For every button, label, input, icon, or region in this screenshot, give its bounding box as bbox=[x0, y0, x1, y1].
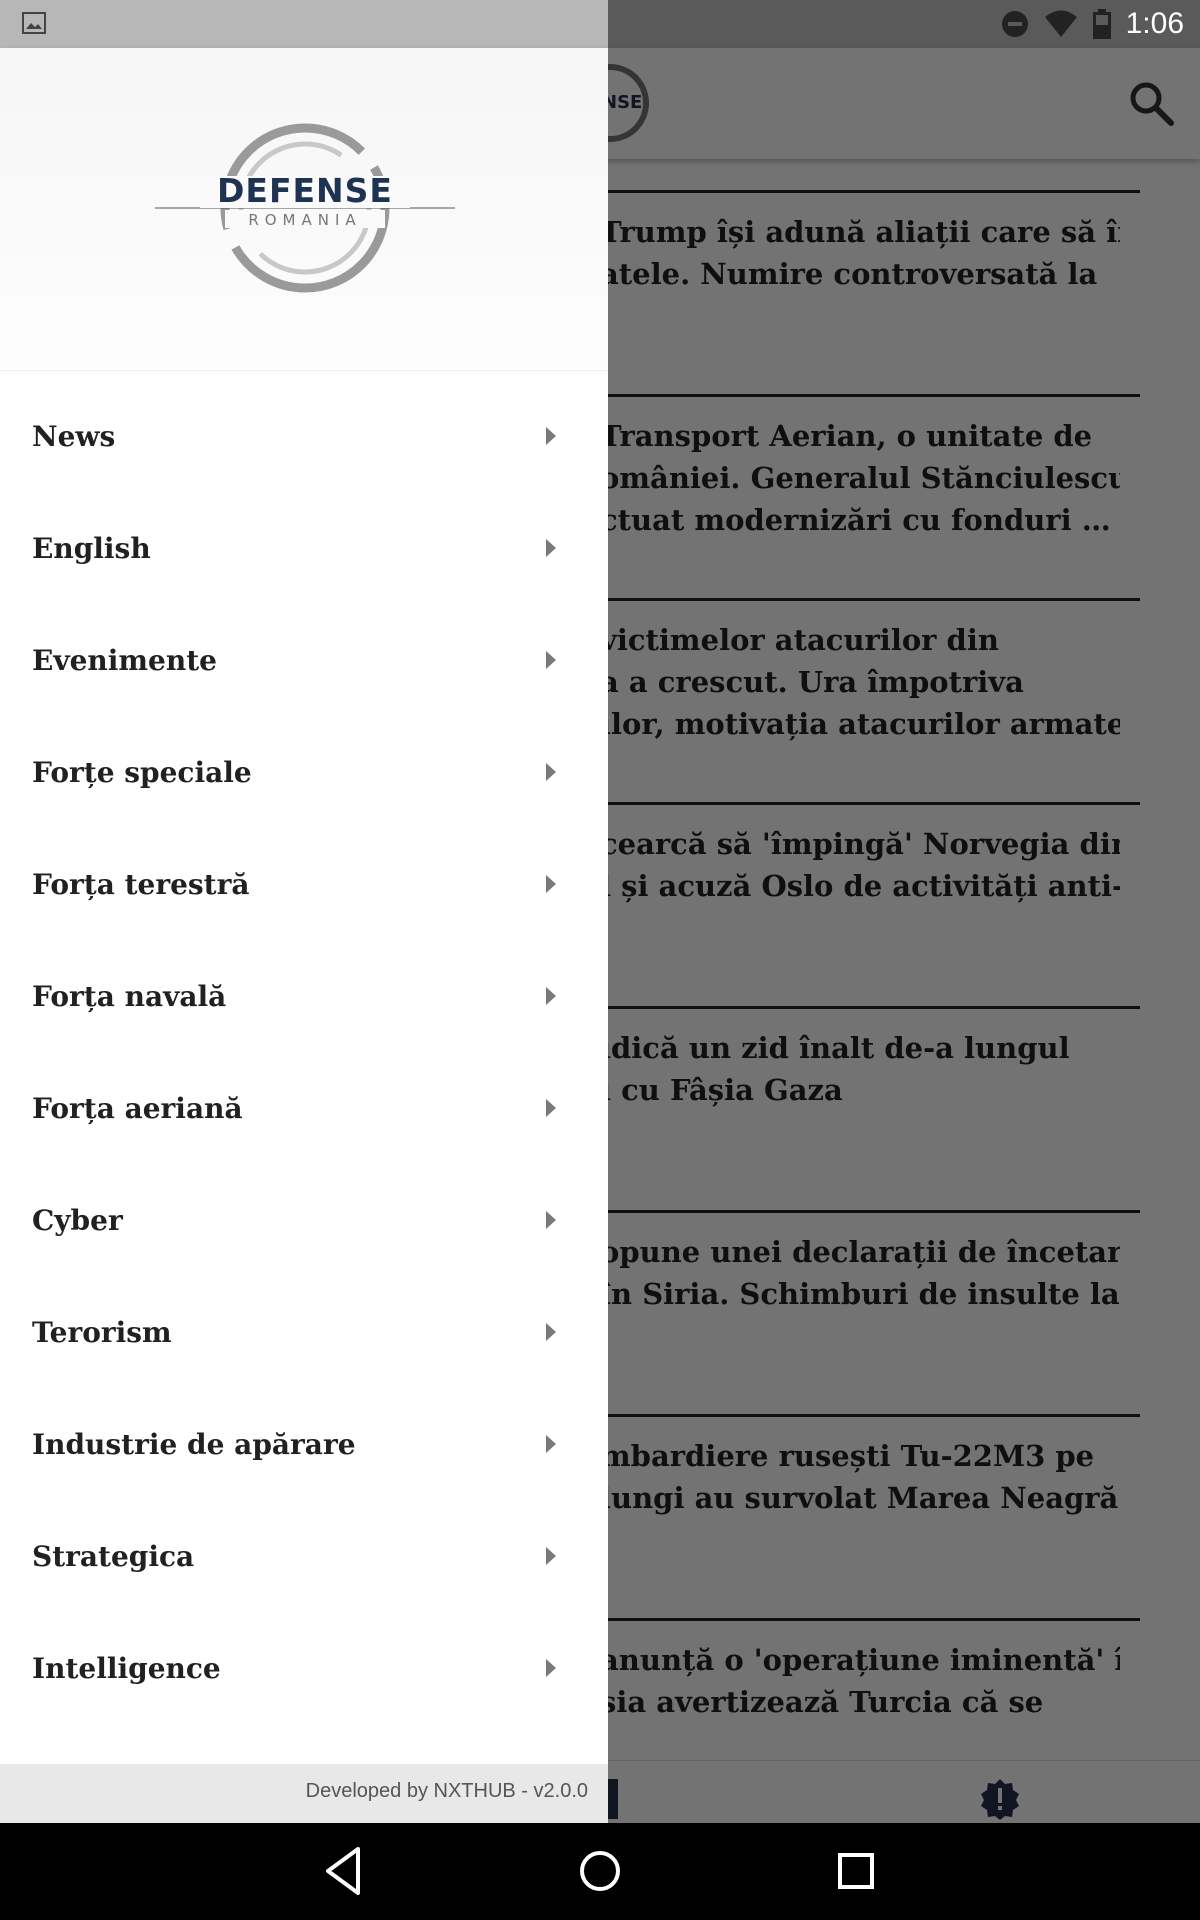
menu-item-4[interactable] bbox=[0, 828, 608, 940]
expand-arrow-icon[interactable] bbox=[546, 427, 556, 445]
expand-arrow-icon[interactable] bbox=[546, 1323, 556, 1341]
battery-icon bbox=[1092, 9, 1112, 39]
status-bar bbox=[0, 0, 1200, 48]
menu-item-label: Cyber bbox=[32, 1203, 123, 1237]
expand-arrow-icon[interactable] bbox=[546, 875, 556, 893]
status-time: 1:06 bbox=[1125, 7, 1184, 40]
do-not-disturb-icon bbox=[1000, 9, 1030, 39]
logo-brand-text: DEFENSE bbox=[217, 171, 393, 210]
menu-item-7[interactable] bbox=[0, 1164, 608, 1276]
menu-item-6[interactable] bbox=[0, 1052, 608, 1164]
menu-item-label: News bbox=[32, 419, 116, 453]
expand-arrow-icon[interactable] bbox=[546, 1435, 556, 1453]
defense-romania-logo bbox=[150, 116, 460, 306]
menu-item-label: Forța navală bbox=[32, 979, 227, 1013]
expand-arrow-icon[interactable] bbox=[546, 1659, 556, 1677]
menu-item-label: Industrie de apărare bbox=[32, 1427, 356, 1461]
menu-item-label: Evenimente bbox=[32, 643, 217, 677]
expand-arrow-icon[interactable] bbox=[546, 651, 556, 669]
recents-icon[interactable] bbox=[826, 1841, 886, 1901]
version-text: Developed by NXTHUB - v2.0.0 bbox=[305, 1780, 588, 1802]
menu-item-label: Intelligence bbox=[32, 1651, 221, 1685]
logo-sub-text: ROMANIA bbox=[248, 211, 362, 229]
menu-item-11[interactable] bbox=[0, 1612, 608, 1724]
expand-arrow-icon[interactable] bbox=[546, 763, 556, 781]
menu-item-1[interactable] bbox=[0, 492, 608, 604]
wifi-icon bbox=[1044, 10, 1078, 38]
menu-item-5[interactable] bbox=[0, 940, 608, 1052]
menu-item-2[interactable] bbox=[0, 604, 608, 716]
menu-item-0[interactable] bbox=[0, 380, 608, 492]
status-icons bbox=[1000, 0, 1184, 48]
expand-arrow-icon[interactable] bbox=[546, 987, 556, 1005]
menu-item-label: English bbox=[32, 531, 151, 565]
expand-arrow-icon[interactable] bbox=[546, 1211, 556, 1229]
menu-item-8[interactable] bbox=[0, 1276, 608, 1388]
expand-arrow-icon[interactable] bbox=[546, 539, 556, 557]
expand-arrow-icon[interactable] bbox=[546, 1099, 556, 1117]
drawer-footer bbox=[0, 1764, 608, 1823]
expand-arrow-icon[interactable] bbox=[546, 1547, 556, 1565]
menu-item-label: Forța aeriană bbox=[32, 1091, 243, 1125]
image-notification-icon bbox=[22, 12, 46, 34]
menu-item-9[interactable] bbox=[0, 1388, 608, 1500]
menu-item-3[interactable] bbox=[0, 716, 608, 828]
back-icon[interactable] bbox=[314, 1841, 374, 1901]
menu-item-label: Strategica bbox=[32, 1539, 195, 1573]
menu-item-label: Forța terestră bbox=[32, 867, 250, 901]
menu-item-10[interactable] bbox=[0, 1500, 608, 1612]
drawer-header bbox=[0, 48, 608, 371]
menu-item-label: Forțe speciale bbox=[32, 755, 252, 789]
menu-item-label: Terorism bbox=[32, 1315, 172, 1349]
home-icon[interactable] bbox=[570, 1841, 630, 1901]
navigation-drawer bbox=[0, 48, 608, 1823]
status-bar-drawer-shade bbox=[0, 0, 608, 48]
system-navigation-bar bbox=[0, 1823, 1200, 1920]
